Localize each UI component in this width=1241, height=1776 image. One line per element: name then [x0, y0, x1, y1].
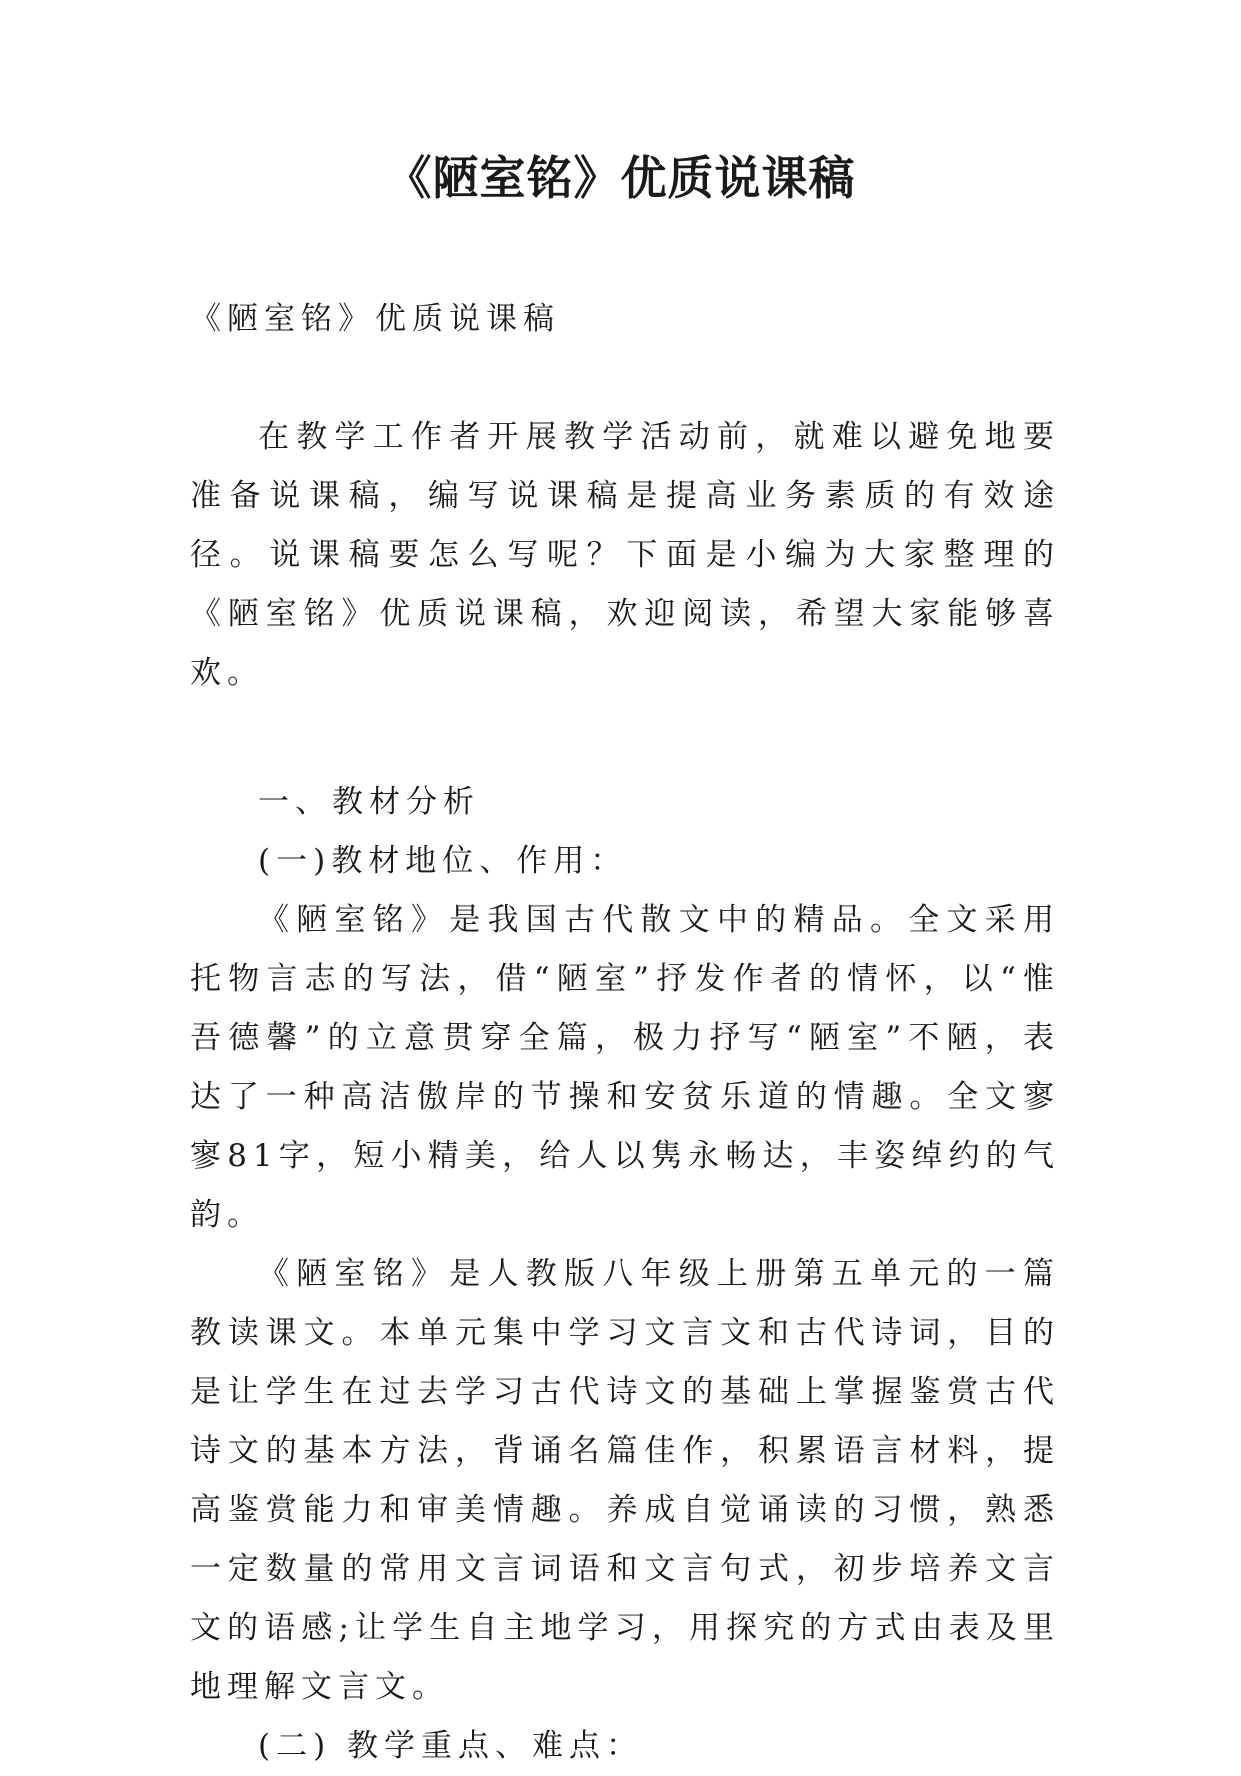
document-subtitle: 《陋室铭》优质说课稿	[190, 301, 560, 337]
subsection-heading-key-points: (二) 教学重点、难点：	[258, 1728, 644, 1764]
document-body	[190, 290, 1060, 1776]
paragraph-text-appreciation: 《陋室铭》是我国古代散文中的精品。全文采用托物言志的写法，借“陋室”抒发作者的情怀，以“惟吾德馨”的立意贯穿全篇，极力抒写“陋室”不陋，表达了一种高洁傲岸的节操和安贫乐道的情趣。全文寥寥81字，短小精美，给人以隽永畅达，丰姿绰约的气韵。	[190, 902, 1060, 1233]
document-title: 《陋室铭》优质说课稿	[385, 151, 856, 205]
intro-paragraph: 在教学工作者开展教学活动前，就难以避免地要准备说课稿，编写说课稿是提高业务素质的有效途径。说课稿要怎么写呢？下面是小编为大家整理的《陋室铭》优质说课稿，欢迎阅读，希望大家能够喜欢。	[190, 419, 1060, 691]
paragraph-unit-context: 《陋室铭》是人教版八年级上册第五单元的一篇教读课文。本单元集中学习文言文和古代诗词，目的是让学生在过去学习古代诗文的基础上掌握鉴赏古代诗文的基本方法，背诵名篇佳作，积累语言材料，提高鉴赏能力和审美情趣。养成自觉诵读的习惯，熟悉一定数量的常用文言词语和文言句式，初步培养文言文的语感;让学生自主地学习，用探究的方式由表及里地理解文言文。	[190, 1256, 1060, 1705]
subsection-heading-position-role: (一)教材地位、作用：	[258, 843, 628, 879]
section-heading-textbook-analysis: 一、教材分析	[258, 784, 480, 820]
